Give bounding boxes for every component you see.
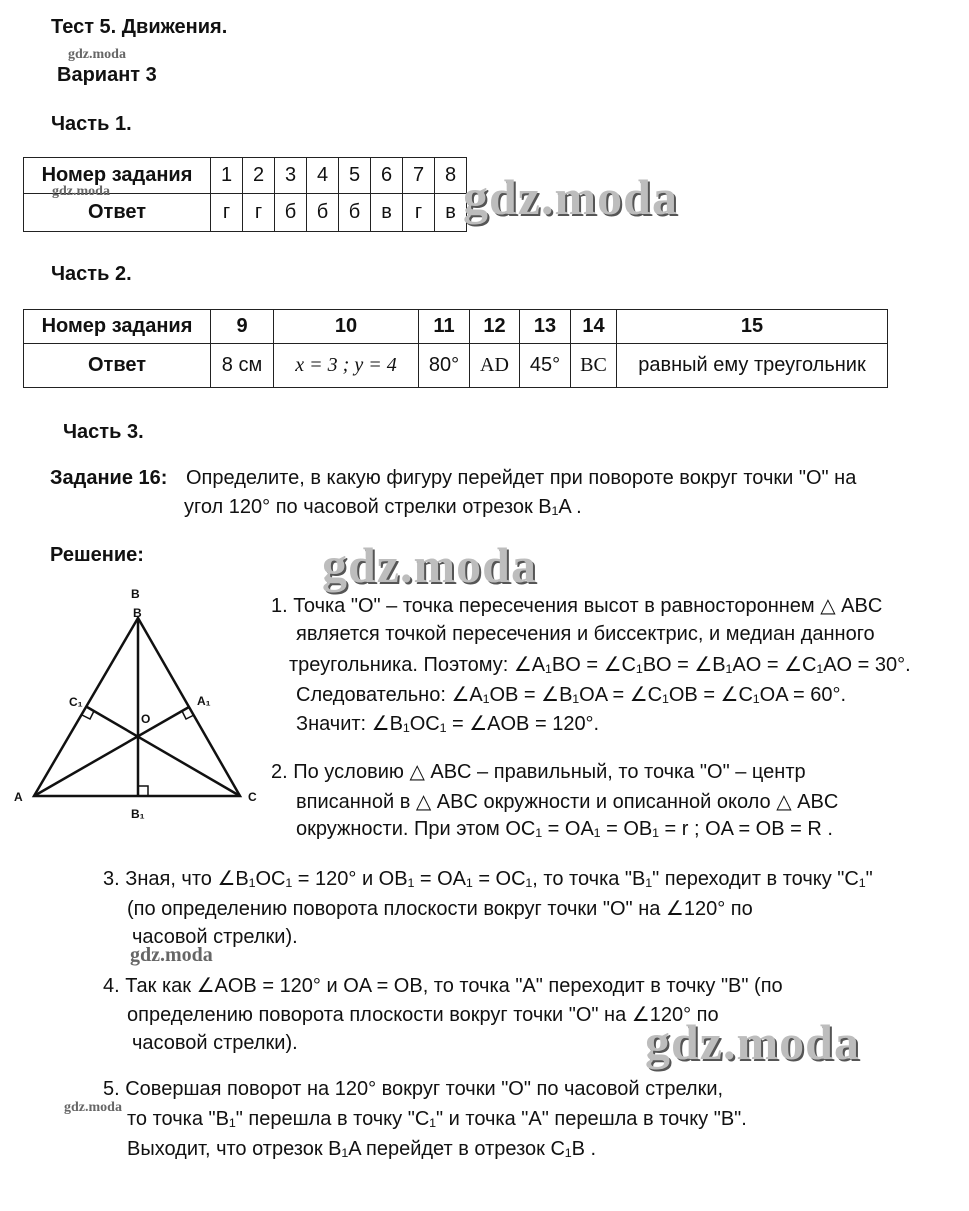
solution-step-4: часовой стрелки).: [132, 1032, 298, 1054]
label-b1: B₁: [131, 807, 145, 821]
label-o: O: [141, 712, 151, 726]
label-a: A: [14, 790, 23, 804]
solution-step-3: 3. Зная, что ∠B₁OC₁ = 120° и OB₁ = OA₁ = OC₁, то точка "B₁" переходит в точку "C₁": [103, 868, 873, 890]
solution-step-1: 1. Точка "O" – точка пересечения высот в равностороннем △ ABC: [271, 595, 883, 617]
part1-task-cell: 6: [371, 158, 403, 194]
solution-label: Решение:: [50, 544, 144, 566]
label-b: B: [133, 606, 142, 620]
label-a1: A₁: [197, 694, 211, 708]
part2-task-cell: 12: [470, 310, 520, 344]
part2-task-cell: 9: [211, 310, 274, 344]
part1-answer-cell: г: [243, 194, 275, 232]
solution-step-4: определению поворота плоскости вокруг точки "O" на ∠120° по: [127, 1004, 719, 1026]
task16-label: Задание 16:: [50, 467, 168, 489]
part1-task-cell: 2: [243, 158, 275, 194]
watermark-large: gdz.moda: [645, 1014, 860, 1070]
watermark-small: gdz.moda: [64, 1100, 122, 1115]
part2-answer-cell: AD: [470, 344, 520, 388]
part1-answer-cell: б: [275, 194, 307, 232]
solution-step-1: является точкой пересечения и биссектрис, и медиан данного: [296, 623, 875, 645]
part1-answer-cell: б: [339, 194, 371, 232]
watermark-small: gdz.moda: [130, 944, 213, 966]
label-c: C: [248, 790, 257, 804]
part2-answer-cell: 80°: [419, 344, 470, 388]
variant-label: Вариант 3: [57, 64, 157, 86]
part1-answer-cell: б: [307, 194, 339, 232]
watermark-large: gdz.moda: [322, 537, 537, 593]
part1-answer-cell: г: [403, 194, 435, 232]
part2-answer-cell: 8 см: [211, 344, 274, 388]
part2-task-cell: 14: [571, 310, 617, 344]
part1-task-cell: 7: [403, 158, 435, 194]
part2-answer-cell: BC: [571, 344, 617, 388]
part2-answer-header: Ответ: [24, 344, 211, 388]
solution-step-2: 2. По условию △ ABC – правильный, то точка "O" – центр: [271, 761, 806, 783]
solution-step-5: Выходит, что отрезок B₁A перейдет в отрезок C₁B .: [127, 1138, 597, 1160]
watermark-small: gdz.moda: [52, 184, 110, 199]
part2-task-cell: 15: [617, 310, 888, 344]
part2-task-cell: 13: [520, 310, 571, 344]
solution-step-2: вписанной в △ ABC окружности и описанной около △ ABC: [296, 791, 839, 813]
solution-step-3: (по определению поворота плоскости вокруг точки "O" на ∠120° по: [127, 898, 753, 920]
label-c1: C₁: [69, 695, 83, 709]
part2-answer-cell: x = 3 ; y = 4: [274, 344, 419, 388]
part2-answer-cell: равный ему треугольник: [617, 344, 888, 388]
part1-answer-cell: в: [435, 194, 467, 232]
part2-table: [23, 309, 888, 388]
solution-step-2: окружности. При этом OC₁ = OA₁ = OB₁ = r ; OA = OB = R .: [296, 818, 833, 840]
part1-answer-cell: в: [371, 194, 403, 232]
part1-task-header: Номер задания: [24, 158, 211, 194]
solution-step-1: Следовательно: ∠A₁OB = ∠B₁OA = ∠C₁OB = ∠C₁OA = 60°.: [296, 684, 847, 706]
part2-task-header: Номер задания: [24, 310, 211, 344]
right-angle-mark-b1: [138, 786, 148, 796]
watermark-large: gdz.moda: [463, 169, 678, 225]
solution-step-1: треугольника. Поэтому: ∠A₁BO = ∠C₁BO = ∠B₁AO = ∠C₁AO = 30°.: [289, 654, 911, 676]
part1-task-cell: 5: [339, 158, 371, 194]
solution-step-5: то точка "B₁" перешла в точку "C₁" и точка "A" перешла в точку "B".: [127, 1108, 747, 1130]
solution-step-5: 5. Совершая поворот на 120° вокруг точки "O" по часовой стрелки,: [103, 1078, 724, 1100]
part1-task-cell: 1: [211, 158, 243, 194]
label-b-top: B: [131, 588, 140, 601]
solution-step-3: часовой стрелки).: [132, 926, 298, 948]
part1-answer-header: Ответ: [24, 194, 211, 232]
task16-text-line: угол 120° по часовой стрелки отрезок B₁A .: [184, 496, 582, 518]
part3-label: Часть 3.: [63, 421, 144, 443]
solution-step-4: 4. Так как ∠AOB = 120° и OA = OB, то точка "A" переходит в точку "B" (по: [103, 975, 783, 997]
watermark-small: gdz.moda: [68, 47, 126, 62]
part2-task-cell: 10: [274, 310, 419, 344]
solution-step-1: Значит: ∠B₁OC₁ = ∠AOB = 120°.: [296, 713, 600, 735]
part1-label: Часть 1.: [51, 113, 132, 135]
part1-task-cell: 4: [307, 158, 339, 194]
task16-text-line: Определите, в какую фигуру перейдет при повороте вокруг точки "O" на: [186, 467, 857, 489]
part2-task-cell: 11: [419, 310, 470, 344]
part2-label: Часть 2.: [51, 263, 132, 285]
part2-answer-cell: 45°: [520, 344, 571, 388]
triangle-figure: [8, 588, 268, 828]
part1-task-cell: 8: [435, 158, 467, 194]
part1-answer-cell: г: [211, 194, 243, 232]
part1-task-cell: 3: [275, 158, 307, 194]
test-title: Тест 5. Движения.: [51, 16, 228, 38]
